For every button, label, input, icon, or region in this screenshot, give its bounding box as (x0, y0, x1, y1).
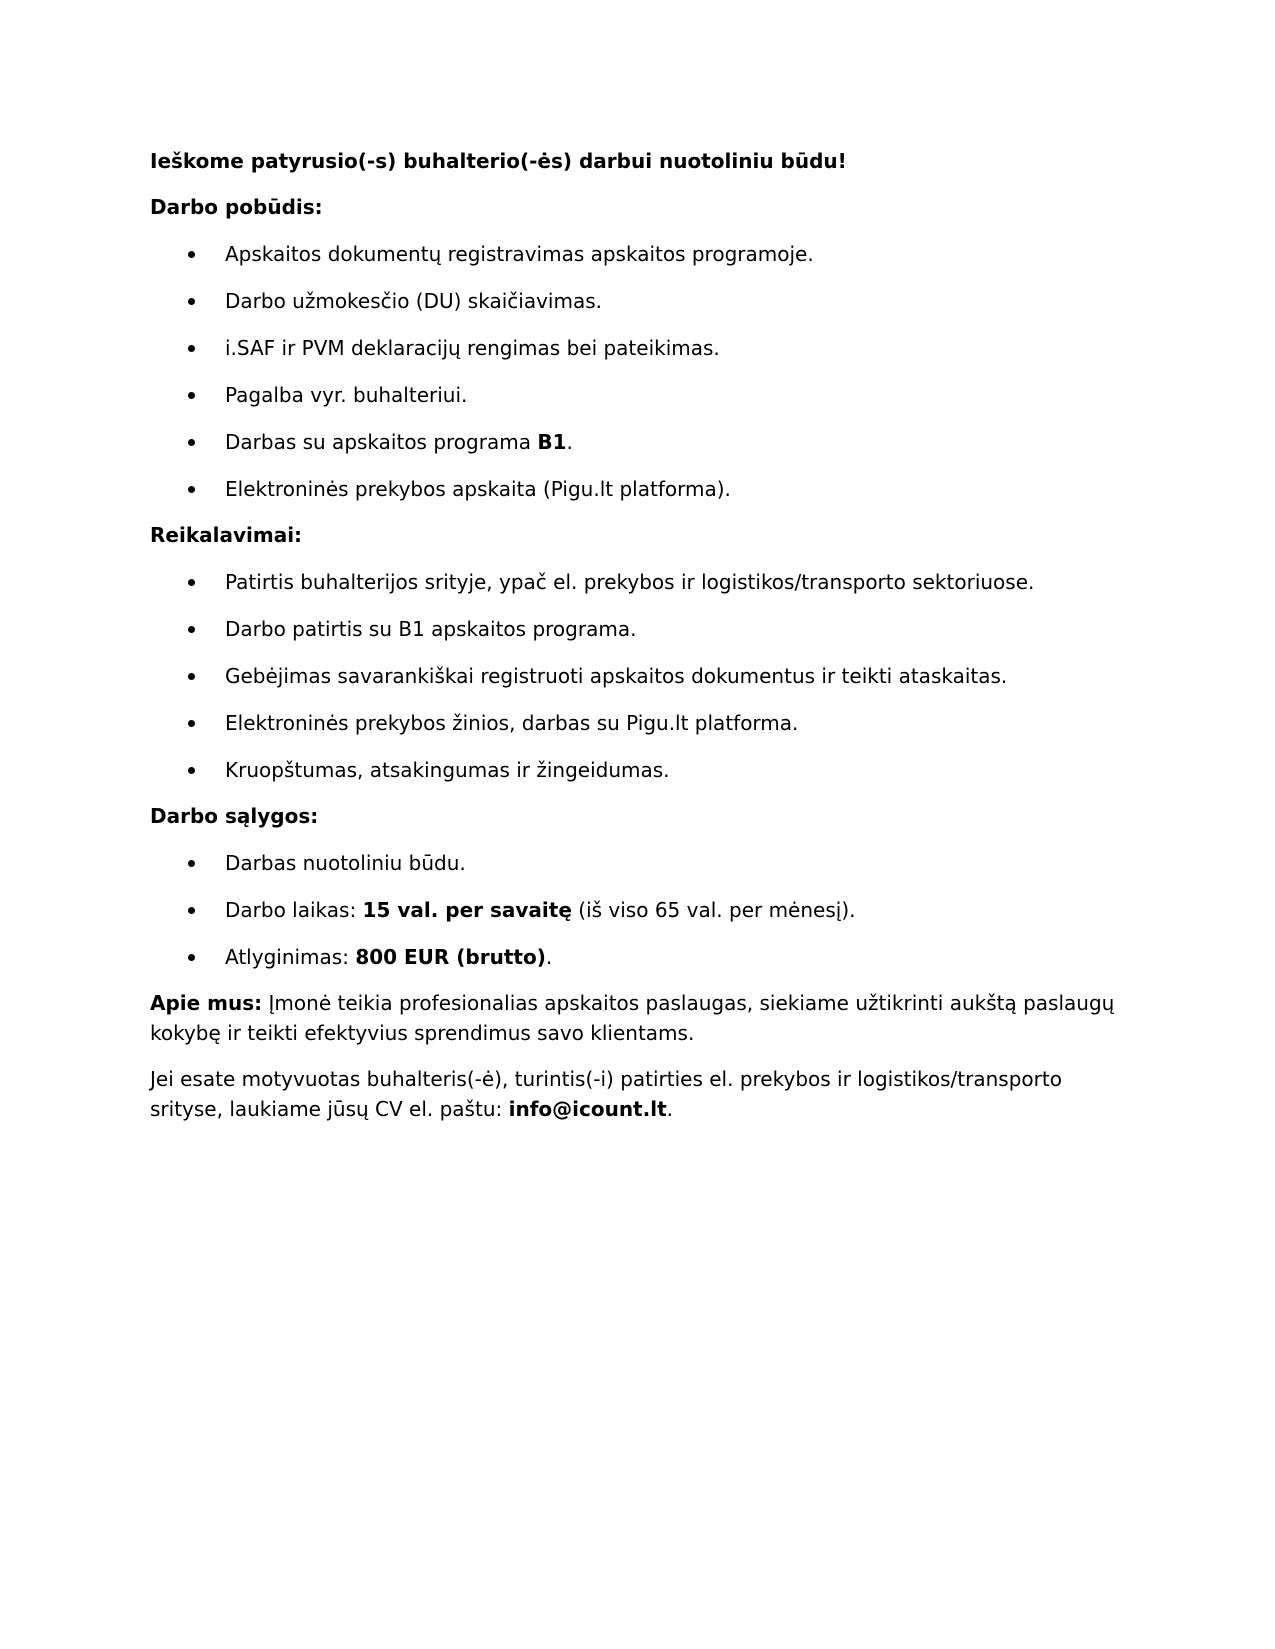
list-item (150, 380, 1140, 410)
contact-text: Jei esate motyvuotas buhalteris(-ė), turintis(-i) patirties el. prekybos ir logistikos/transporto srityse, laukiame jūsų CV el. paštu: (150, 1067, 1062, 1121)
bullet-icon (188, 767, 195, 774)
list-item (150, 755, 1140, 785)
list-item-emphasis: 800 EUR (brutto) (355, 945, 546, 969)
about-text: Įmonė teikia profesionalias apskaitos paslaugas, siekiame užtikrinti aukštą paslaugų kokybę ir teikti efektyvius sprendimus savo klientams. (150, 991, 1115, 1045)
bullet-icon (188, 954, 195, 961)
bullet-icon (188, 626, 195, 633)
list-item (150, 333, 1140, 363)
list-item-text: Darbo užmokesčio (DU) skaičiavimas. (225, 289, 602, 313)
list-item-text: Gebėjimas savarankiškai registruoti apskaitos dokumentus ir teikti ataskaitas. (225, 664, 1008, 688)
list-item-text: Apskaitos dokumentų registravimas apskaitos programoje. (225, 242, 814, 266)
list-work-nature (150, 239, 1140, 504)
contact-email: info@icount.lt (508, 1097, 667, 1121)
list-requirements (150, 567, 1140, 785)
list-item (150, 239, 1140, 269)
list-item (150, 427, 1140, 457)
list-item-text: Darbas su apskaitos programa (225, 430, 538, 454)
section-heading-conditions: Darbo sąlygos: (150, 804, 319, 828)
bullet-icon (188, 907, 195, 914)
list-item-emphasis: B1 (537, 430, 567, 454)
list-item (150, 895, 1140, 925)
list-item-text: . (566, 430, 573, 454)
list-item-text: . (545, 945, 553, 969)
list-item-text: Darbo patirtis su B1 apskaitos programa. (225, 617, 637, 641)
about-paragraph (150, 988, 1140, 1048)
list-item (150, 848, 1140, 878)
list-item-text: (iš viso 65 val. per mėnesį). (571, 898, 856, 922)
list-item (150, 614, 1140, 644)
document-page (150, 146, 1140, 1124)
list-item-text: i.SAF ir PVM deklaracijų rengimas bei pateikimas. (225, 336, 720, 360)
list-item-text: Patirtis buhalterijos srityje, ypač el. prekybos ir logistikos/transporto sektoriuose. (225, 570, 1035, 594)
bullet-icon (188, 439, 195, 446)
list-item-text: Pagalba vyr. buhalteriui. (225, 383, 468, 407)
page-title: Ieškome patyrusio(-s) buhalterio(-ės) darbui nuotoliniu būdu! (150, 149, 847, 173)
list-item (150, 661, 1140, 691)
bullet-icon (188, 392, 195, 399)
list-item-text: Elektroninės prekybos žinios, darbas su Pigu.lt platforma. (225, 711, 799, 735)
bullet-icon (188, 579, 195, 586)
bullet-icon (188, 673, 195, 680)
bullet-icon (188, 860, 195, 867)
list-item-emphasis: 15 val. per savaitę (362, 898, 572, 922)
list-item (150, 708, 1140, 738)
bullet-icon (188, 720, 195, 727)
list-item-text: Atlyginimas: (225, 945, 356, 969)
bullet-icon (188, 298, 195, 305)
list-item-text: Elektroninės prekybos apskaita (Pigu.lt platforma). (225, 477, 731, 501)
list-item (150, 567, 1140, 597)
about-label: Apie mus: (150, 991, 263, 1015)
list-item-text: Darbas nuotoliniu būdu. (225, 851, 466, 875)
contact-post: . (666, 1097, 673, 1121)
bullet-icon (188, 486, 195, 493)
section-heading-work-nature: Darbo pobūdis: (150, 195, 323, 219)
list-item (150, 942, 1140, 972)
list-conditions (150, 848, 1140, 972)
contact-paragraph (150, 1064, 1140, 1124)
list-item (150, 474, 1140, 504)
section-heading-requirements: Reikalavimai: (150, 523, 303, 547)
list-item (150, 286, 1140, 316)
bullet-icon (188, 345, 195, 352)
bullet-icon (188, 251, 195, 258)
list-item-text: Darbo laikas: (225, 898, 363, 922)
list-item-text: Kruopštumas, atsakingumas ir žingeidumas. (225, 758, 670, 782)
